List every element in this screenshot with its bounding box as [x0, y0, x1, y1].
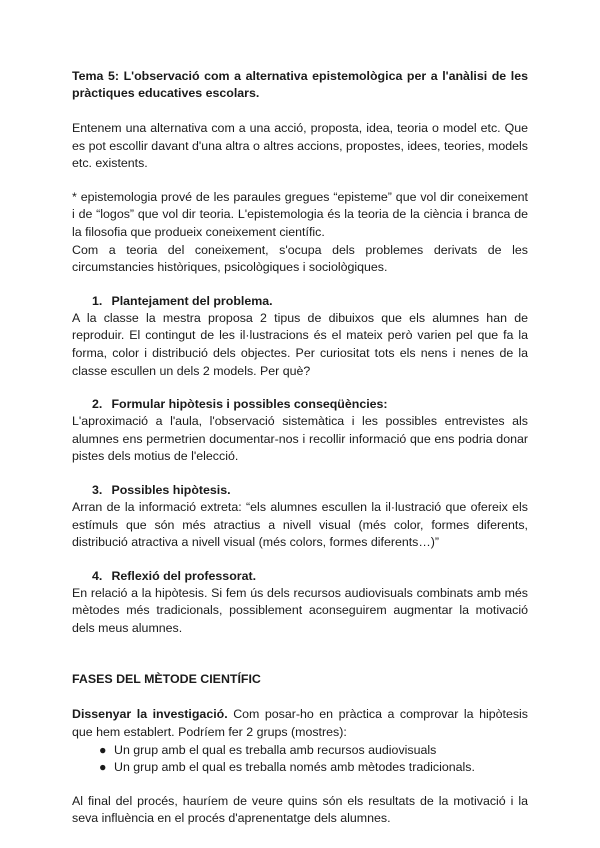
section-heading-3: [92, 482, 528, 499]
list-item-text: Un grup amb el qual es treballa només amb mètodes tradicionals.: [114, 760, 475, 775]
section-body-3: Arran de la informació extreta: “els alumnes escullen la il·lustració que ofereix els estímuls que són més atractius a nivell visual (més color, formes diferents, distribució atractiva a nivell visual (més colors, formes diferents…)”: [72, 499, 528, 550]
list-item-text: Un grup amb el qual es treballa amb recursos audiovisuals: [114, 742, 437, 757]
design-paragraph: [72, 706, 528, 741]
conclusion-paragraph: Al final del procés, hauríem de veure quins són els resultats de la motivació i la seva influència en el procés d'aprenentatge dels alumnes.: [72, 793, 528, 826]
section-number: 1.: [92, 293, 103, 308]
section-heading-1: [92, 293, 528, 310]
section-body-4: En relació a la hipòtesis. Si fem ús dels recursos audiovisuals combinats amb més mètodes més tradicionals, possiblement aconseguirem augmentar la motivació dels meus alumnes.: [72, 585, 528, 635]
list-item: [99, 759, 528, 777]
list-item: [99, 742, 528, 760]
section-heading-text: Reflexió del professorat.: [111, 568, 257, 583]
section-heading-text: Formular hipòtesis i possibles conseqüències:: [111, 397, 388, 412]
section-heading-text: Possibles hipòtesis.: [111, 482, 231, 497]
section-body-1: A la classe la mestra proposa 2 tipus de dibuixos que els alumnes han de reproduir. El contingut de les il·lustracions és el mateix però varien pel que fa la forma, color i distribució dels objectes. Per curiositat tots els nens i nenes de la classe escullen un dels 2 models. Per què?: [72, 310, 528, 378]
epistemology-note-continued: Com a teoria del coneixement, s'ocupa dels problemes derivats de les circumstancies històriques, psicològiques i sociològiques.: [72, 242, 528, 275]
epistemology-note: * epistemologia prové de les paraules gregues “episteme” que vol dir coneixement i de “logos” que vol dir teoria. L'epistemologia és la teoria de la ciència i branca de la filosofia que produeix coneixement científic.: [72, 189, 528, 239]
section-heading-2: [92, 396, 528, 413]
section-heading-4: [92, 568, 528, 585]
document-title: Tema 5: L'observació com a alternativa epistemològica per a l'anàlisi de les pràctiques educatives escolars.: [72, 69, 528, 100]
section-number: 4.: [92, 568, 103, 583]
phases-title: FASES DEL MÈTODE CIENTÍFIC: [72, 672, 261, 687]
section-heading-text: Plantejament del problema.: [111, 293, 273, 308]
groups-list: [72, 742, 528, 777]
section-number: 2.: [92, 397, 103, 412]
section-number: 3.: [92, 482, 103, 497]
intro-paragraph: Entenem una alternativa com a una acció, proposta, idea, teoria o model etc. Que es pot escollir davant d'una altra o altres accions, propostes, idees, teories, models etc. existents.: [72, 121, 528, 171]
bullet-icon: ●: [99, 760, 107, 775]
bullet-icon: ●: [99, 742, 107, 757]
design-text: Com posar-ho en pràctica a comprovar la hipòtesis que hem establert. Podríem fer 2 grups (mostres):: [72, 707, 528, 740]
design-label: Dissenyar la investigació.: [72, 707, 228, 722]
section-body-2: L'aproximació a l'aula, l'observació sistemàtica i les possibles entrevistes als alumnes ens permetrien documentar-nos i recollir informació que ens podria donar pistes dels motius de l'elecció.: [72, 414, 528, 464]
